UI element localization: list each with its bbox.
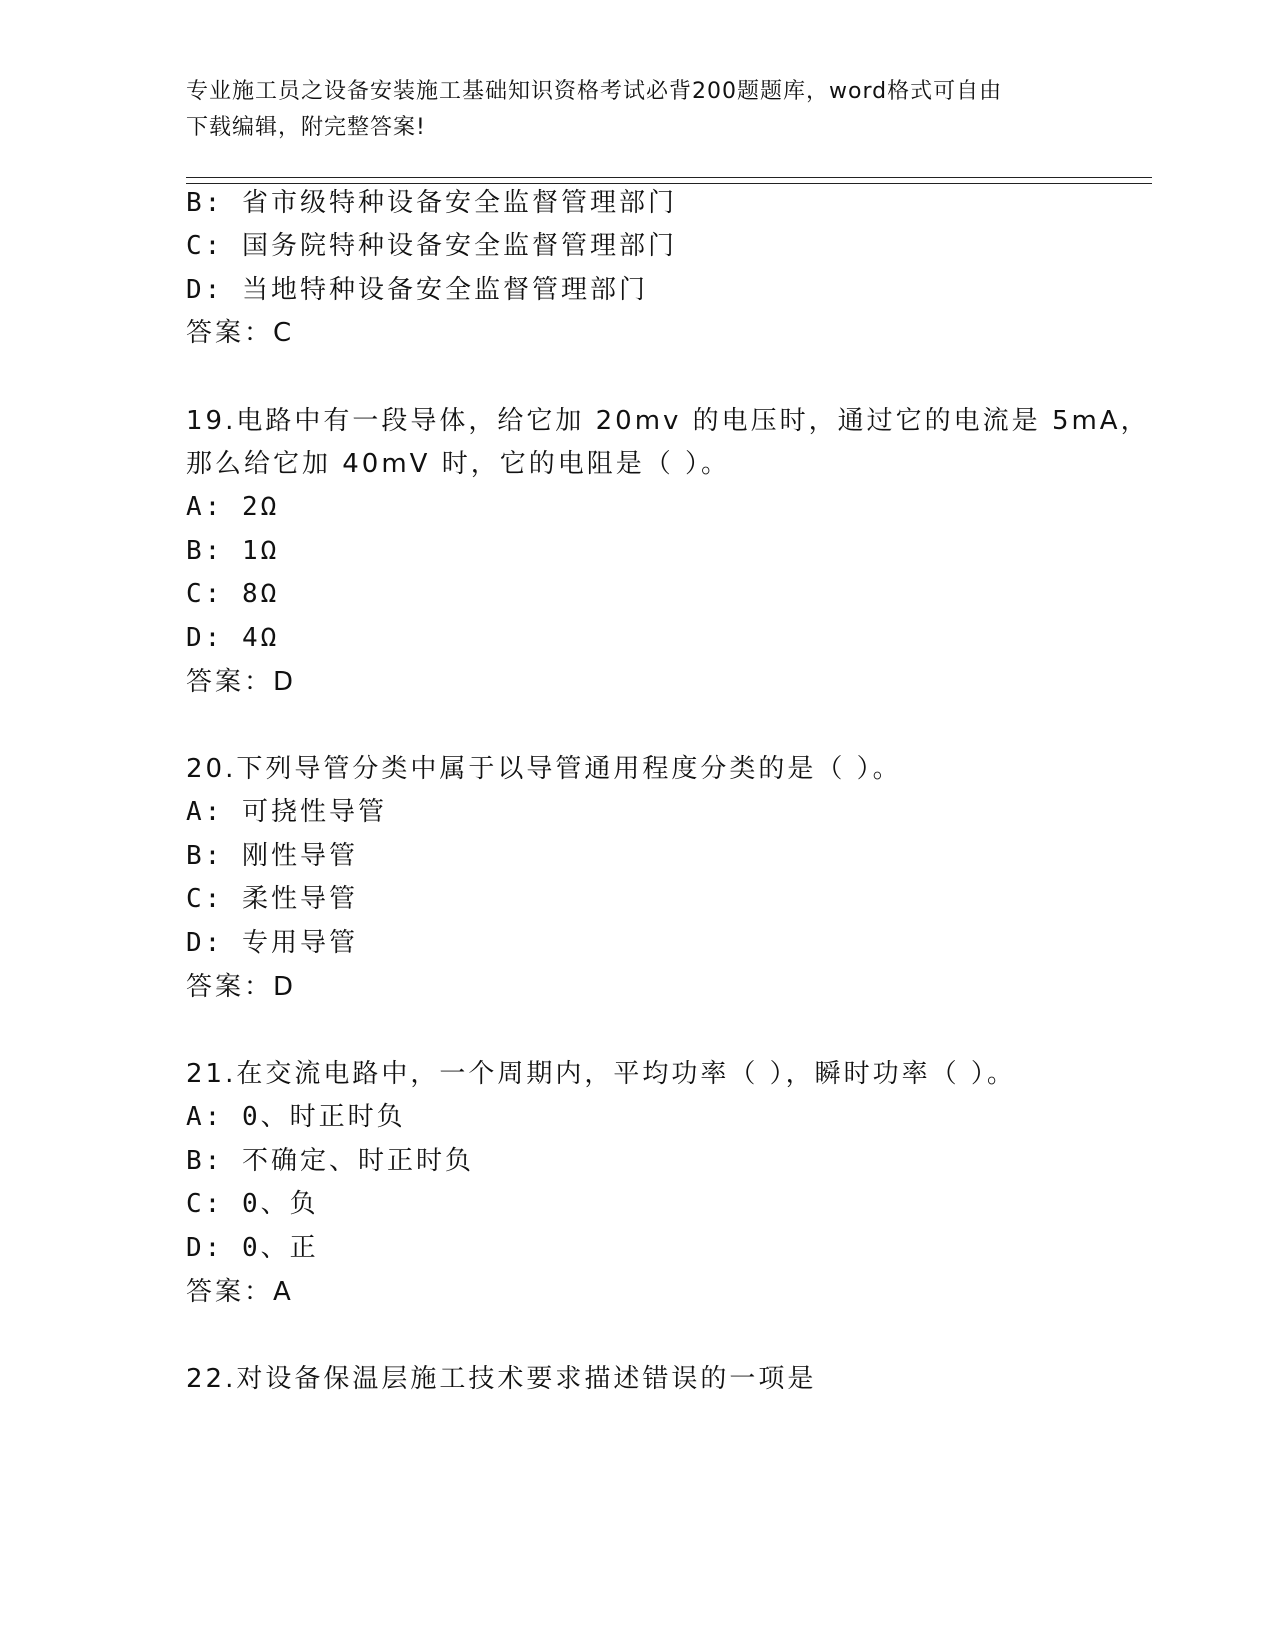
q19-option-b: B: 1Ω [186, 536, 280, 566]
q18-option-c: C: 国务院特种设备安全监督管理部门 [186, 231, 677, 261]
q18-answer: 答案：C [186, 318, 295, 348]
q18-option-b: B: 省市级特种设备安全监督管理部门 [186, 188, 677, 218]
q19-answer: 答案：D [186, 667, 297, 697]
q21-option-d: D: 0、正 [186, 1233, 319, 1263]
header-title-line-2: 下载编辑，附完整答案! [186, 115, 426, 140]
q22-stem: 22.对设备保温层施工技术要求描述错误的一项是 [186, 1364, 817, 1394]
q20-option-b: B: 刚性导管 [186, 841, 358, 871]
q19-stem-line-2: 那么给它加 40mV 时，它的电阻是（ ）。 [186, 449, 730, 479]
q21-option-c: C: 0、负 [186, 1189, 319, 1219]
q21-option-a: A: 0、时正时负 [186, 1102, 406, 1132]
header-divider [186, 177, 1152, 184]
q19-stem-line-1: 19.电路中有一段导体，给它加 20mv 的电压时，通过它的电流是 5mA， [186, 406, 1150, 436]
q20-option-a: A: 可挠性导管 [186, 797, 387, 827]
q19-option-d: D: 4Ω [186, 623, 280, 653]
q20-option-c: C: 柔性导管 [186, 884, 358, 914]
q19-option-a: A: 2Ω [186, 492, 280, 522]
q21-option-b: B: 不确定、时正时负 [186, 1146, 474, 1176]
q20-stem: 20.下列导管分类中属于以导管通用程度分类的是（ ）。 [186, 754, 902, 784]
header-title-line-1: 专业施工员之设备安装施工基础知识资格考试必背200题题库，word格式可自由 [186, 79, 1003, 104]
q18-option-d: D: 当地特种设备安全监督管理部门 [186, 275, 648, 305]
page-header [186, 74, 1086, 146]
q19-option-c: C: 8Ω [186, 579, 280, 609]
q21-answer: 答案：A [186, 1277, 294, 1307]
q20-answer: 答案：D [186, 972, 297, 1002]
q20-option-d: D: 专用导管 [186, 928, 358, 958]
q21-stem: 21.在交流电路中，一个周期内，平均功率（ ），瞬时功率（ ）。 [186, 1059, 1016, 1089]
